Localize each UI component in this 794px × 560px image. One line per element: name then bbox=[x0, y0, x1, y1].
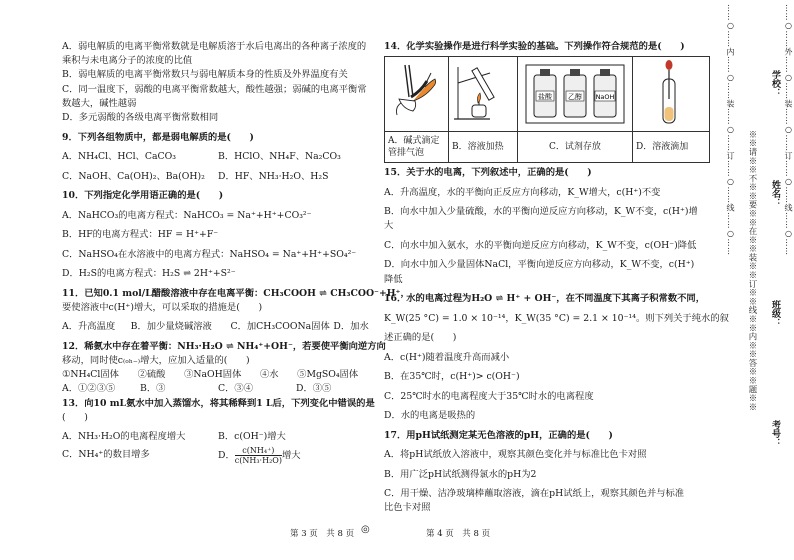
q12-options bbox=[62, 382, 374, 396]
q15-stem: 15．关于水的电离，下列叙述中，正确的是( ) bbox=[384, 167, 592, 179]
q8-option-d: D．多元弱酸的各级电离平衡常数相同 bbox=[62, 112, 219, 124]
bottle-label-hcl: 盐酸 bbox=[538, 93, 552, 102]
q15-option-d-line2: 降低 bbox=[384, 273, 403, 285]
q9-option-a: A．NH₄Cl、HCl、CaCO₃ bbox=[62, 151, 176, 163]
dropper-icon bbox=[641, 57, 701, 127]
field-class: 班级： bbox=[770, 300, 780, 327]
q11-stem-line2: 要使溶液中c(H⁺)增大，可以采取的措施是( ) bbox=[62, 301, 263, 313]
q16-option-d: D．水的电离是吸热的 bbox=[384, 410, 476, 422]
q9-options-row1 bbox=[62, 150, 374, 164]
q9-option-b: B．HClO、NH₄F、Na₂CO₃ bbox=[218, 151, 341, 163]
q16-stem-line3: 述正确的是( ) bbox=[384, 332, 457, 344]
q10-option-d: D．H₂S的电离方程式：H₂S ⇌ 2H⁺+S²⁻ bbox=[62, 268, 236, 280]
q14-image-c bbox=[518, 57, 633, 132]
q14-image-d bbox=[633, 57, 710, 132]
q15-option-d-line1: D．向水中加入少量固体NaCl，平衡向逆反应方向移动，K_W不变，c(H⁺) bbox=[384, 259, 695, 271]
q13-option-d-prefix: D． bbox=[218, 449, 235, 461]
bottle-label-naoh: NaOH bbox=[595, 93, 615, 102]
q12-option-b: B．③ bbox=[140, 383, 166, 395]
q13-option-d-suffix: 增大 bbox=[281, 449, 301, 461]
q16-option-b: B．在35℃时，c(H⁺)> c(OH⁻) bbox=[384, 371, 520, 383]
q17-option-c-line1: C．用干燥、洁净玻璃棒蘸取溶液，滴在pH试纸上，观察其颜色并与标准 bbox=[384, 488, 685, 500]
q13-option-b: B．c(OH⁻)增大 bbox=[218, 431, 286, 443]
reagent-bottles-icon bbox=[520, 57, 630, 127]
q9-options-row2 bbox=[62, 170, 374, 184]
q13-options-row2 bbox=[62, 444, 374, 466]
outer-binding-line: ……○……外……○……装……○……订……○……线……○…… bbox=[784, 4, 793, 256]
page-number-left: 第 3 页 共 8 页 bbox=[290, 529, 355, 539]
q10-option-b: B．HF的电离方程式：HF = H⁺+F⁻ bbox=[62, 229, 219, 241]
field-name: 姓名： bbox=[770, 180, 780, 207]
q16-stem-line2: K_W(25 °C) = 1.0 × 10⁻¹⁴，K_W(35 °C) = 2.1 × 10⁻¹⁴。则下列关于纯水的叙 bbox=[384, 312, 729, 324]
q14-caption-c: C．试剂存放 bbox=[518, 132, 633, 163]
q12-option-a: A．①②③⑤ bbox=[62, 383, 116, 395]
q13-stem-line1: 13．向10 mL氨水中加入蒸馏水，将其稀释到1 L后，下列变化中错误的是 bbox=[62, 397, 375, 409]
q8-option-a-line1: A．弱电解质的电离平衡常数就是电解质溶于水后电离出的各种离子浓度的 bbox=[62, 41, 367, 52]
center-circle-icon: ◎ bbox=[361, 524, 370, 535]
q15-option-a: A．升高温度，水的平衡向正反应方向移动，K_W增大，c(H⁺)不变 bbox=[384, 186, 661, 198]
field-school: 学校： bbox=[770, 70, 780, 97]
q14-image-b bbox=[449, 57, 518, 132]
q17-stem: 17．用pH试纸测定某无色溶液的pH，正确的是( ) bbox=[384, 429, 613, 441]
q10-option-c: C．NaHSO₄在水溶液中的电离方程式：NaHSO₄ = Na⁺+H⁺+SO₄²⁻ bbox=[62, 248, 357, 260]
q14-caption-d: D．溶液滴加 bbox=[633, 132, 710, 163]
q16-stem-line1: 16．水的电离过程为H₂O ⇌ H⁺ + OH⁻，在不同温度下其离子积常数不同， bbox=[384, 293, 706, 305]
bottle-label-ethanol: 乙醇 bbox=[568, 93, 582, 102]
right-column bbox=[384, 40, 729, 516]
q17-option-c-line2: 比色卡对照 bbox=[384, 502, 431, 514]
q14-option-table bbox=[384, 56, 710, 163]
q11-option-b: B．加少量烧碱溶液 bbox=[130, 321, 212, 333]
q9-option-c: C．NaOH、Ca(OH)₂、Ba(OH)₂ bbox=[62, 170, 205, 182]
q13-stem-line2: ( ) bbox=[62, 411, 88, 423]
q11-stem-line1: 11．已知0.1 mol/L醋酸溶液中存在电离平衡：CH₃COOH ⇌ CH₃COO⁻+H⁺， bbox=[62, 287, 410, 299]
q8-option-a-line2: 乘积与未电离分子的浓度的比值 bbox=[62, 55, 193, 67]
q14-caption-b: B．溶液加热 bbox=[449, 132, 518, 163]
q11-options bbox=[62, 320, 374, 334]
q13-fraction-numerator: c(NH₄⁺) bbox=[235, 446, 282, 456]
q17-option-a: A．将pH试纸放入溶液中，观察其颜色变化并与标准比色卡对照 bbox=[384, 449, 647, 461]
q13-fraction bbox=[235, 446, 282, 465]
q12-stem-line1: 12．稀氨水中存在着平衡：NH₃·H₂O ⇌ NH₄⁺+OH⁻，若要使平衡向逆方向 bbox=[62, 340, 386, 352]
q13-fraction-denominator: c(NH₃·H₂O) bbox=[234, 455, 282, 465]
q16-option-c: C．25℃时水的电离程度大于35℃时水的电离程度 bbox=[384, 390, 594, 402]
q14-image-a bbox=[385, 57, 449, 132]
q8-option-b: B．弱电解质的电离平衡常数只与弱电解质本身的性质及外界温度有关 bbox=[62, 69, 348, 81]
q10-stem: 10．下列指定化学用语正确的是( ) bbox=[62, 190, 224, 202]
q12-stem-line2: 移动，同时使c₍ₒₕ₋₎增大，应加入适量的( ) bbox=[62, 354, 250, 366]
q13-options-row1 bbox=[62, 430, 374, 444]
q16-option-a: A．c(H⁺)随着温度升高而减小 bbox=[384, 351, 510, 363]
page-number-right: 第 4 页 共 8 页 bbox=[426, 529, 491, 539]
test-tube-heating-icon bbox=[450, 57, 516, 127]
q8-option-c-line1: C．同一温度下，弱酸的电离平衡常数越大，酸性越强；弱碱的电离平衡常 bbox=[62, 83, 367, 95]
q17-option-b: B．用广泛pH试纸测得氯水的pH为2 bbox=[384, 468, 537, 480]
q13-option-a: A．NH₃·H₂O的电离程度增大 bbox=[62, 431, 186, 443]
q15-option-b-line2: 大 bbox=[384, 220, 394, 232]
q12-option-d: D．③⑤ bbox=[296, 383, 332, 395]
binding-warning: ※※请※※不※※要※※在※※装※※订※※线※※内※※答※※题※※ bbox=[748, 130, 758, 412]
q10-option-a: A．NaHCO₃的电离方程式：NaHCO₃ = Na⁺+H⁺+CO₃²⁻ bbox=[62, 209, 312, 221]
burette-bubble-icon bbox=[387, 57, 447, 127]
q8-option-c-line2: 数越大，碱性越弱 bbox=[62, 97, 137, 109]
q15-option-b-line1: B．向水中加入少量硫酸，水的平衡向逆反应方向移动，K_W不变，c(H⁺)增 bbox=[384, 206, 698, 218]
q13-option-d bbox=[218, 446, 374, 465]
field-number: 考号： bbox=[770, 420, 780, 447]
q11-option-a: A．升高温度 bbox=[62, 321, 116, 333]
q15-option-c: C．向水中加入氨水，水的平衡向逆反应方向移动，K_W不变，c(OH⁻)降低 bbox=[384, 239, 697, 251]
q14-caption-a: A．碱式滴定管排气泡 bbox=[385, 132, 449, 163]
q11-option-c: C．加CH₃COONa固体 bbox=[230, 321, 330, 333]
q12-option-c: C．③④ bbox=[218, 383, 254, 395]
q9-option-d: D．HF、NH₃·H₂O、H₂S bbox=[218, 170, 329, 182]
q9-stem: 9．下列各组物质中，都是弱电解质的是( ) bbox=[62, 131, 254, 143]
q11-option-d: D．加水 bbox=[333, 321, 369, 333]
q14-stem: 14．化学实验操作是进行科学实验的基础。下列操作符合规范的是( ) bbox=[384, 41, 685, 52]
q12-items: ①NH₄Cl固体 ②硫酸 ③NaOH固体 ④水 ⑤MgSO₄固体 bbox=[62, 369, 359, 381]
inner-binding-line: ……○……内……○……装……○……订……○……线……○…… bbox=[726, 4, 735, 256]
q13-option-c: C．NH₄⁺的数目增多 bbox=[62, 449, 150, 461]
